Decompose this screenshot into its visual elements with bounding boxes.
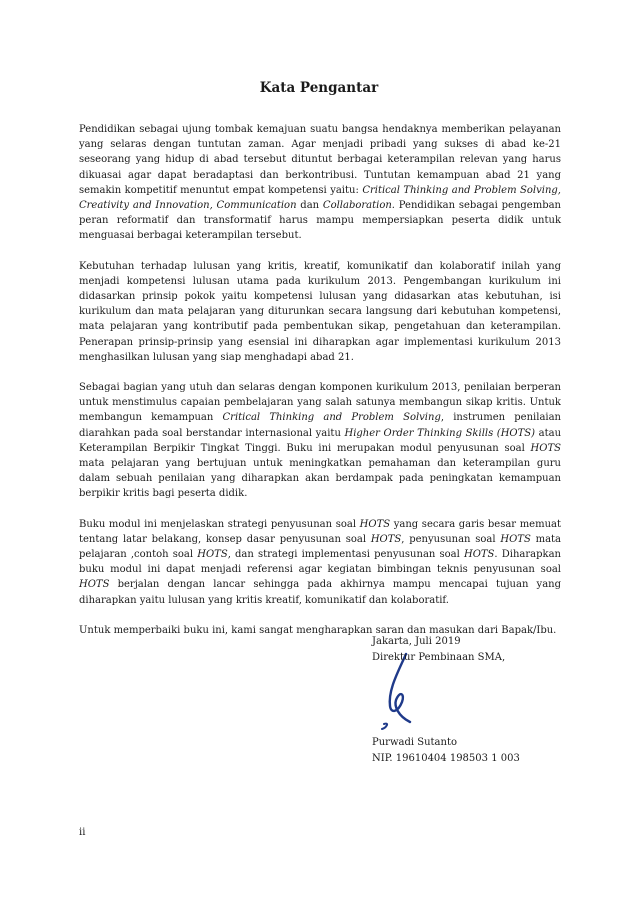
preface-body [79, 122, 561, 653]
text-run: Untuk memperbaiki buku ini, kami sangat mengharapkan saran dan masukan dari Bapak/Ibu. [79, 624, 557, 636]
italic-term: HOTS [463, 549, 495, 561]
italic-term: HOTS [370, 533, 402, 545]
signature-block [372, 634, 520, 766]
text-run: , penyusunan soal [401, 533, 501, 545]
text-run: Kebutuhan terhadap lulusan yang kritis, kreatif, komunikatif dan kolaboratif inilah yang menjadi kompetensi lulusan utama pada kurikulum 2013. Pengembangan kurikulum ini didasarkan prinsip pokok yaitu kompetensi lulusan yang didasarkan atas kebutuhan, isi kurikulum dan mata pelajaran yang diturunkan secara langsung dari kebutuhan kompetensi, mata pelajaran yang kontributif pada pembentukan sikap, pengetahuan dan keterampilan. Penerapan prinsip-prinsip yang esensial ini diharapkan agar implementasi kurikulum 2013 menghasilkan lulusan yang siap menghadapi abad 21. [79, 260, 561, 363]
text-run: atau Keterampilan Berpikir Tingkat Tinggi. Buku ini merupakan modul penyusunan soal [79, 427, 562, 454]
italic-term: Critical Thinking and Problem Solving, Creativity and Innovation, Communication [79, 184, 561, 212]
text-run: Buku modul ini menjelaskan strategi penyusunan soal [79, 518, 360, 530]
italic-term: HOTS [197, 549, 228, 561]
text-run: , dan strategi implementasi penyusunan soal [227, 549, 464, 561]
italic-term: HOTS [79, 579, 110, 591]
page-number: ii [79, 827, 86, 838]
paragraph [79, 259, 561, 365]
italic-term: Critical Thinking and Problem Solving [222, 412, 441, 424]
page-title: Kata Pengantar [259, 80, 379, 96]
text-run: yang secara garis besar memuat tentang latar belakang, konsep dasar penyusunan soal [79, 518, 562, 545]
place-date: Jakarta, Juli 2019 [372, 636, 461, 647]
text-run: berjalan dengan lancar sehingga pada akhirnya mampu mencapai tujuan yang diharapkan yaitu lulusan yang kritis kreatif, komunikatif dan kolaboratif. [79, 579, 561, 606]
text-run: . Pendidikan sebagai pengemban peran reformatif dan transformatif harus mampu mempersiapkan peserta didik untuk menguasai berbagai keterampilan tersebut. [79, 200, 561, 242]
italic-term: Higher Order Thinking Skills (HOTS) [344, 427, 536, 439]
text-run: . Diharapkan buku modul ini dapat menjadi referensi agar kegiatan bimbingan teknis penyusunan soal [79, 549, 561, 576]
text-run: mata pelajaran ,contoh soal [79, 533, 562, 561]
paragraph [79, 122, 561, 244]
paragraph [79, 517, 561, 608]
text-run: , instrumen penilaian diarahkan pada soal berstandar internasional yaitu [79, 412, 561, 439]
signatory-position: Direktur Pembinaan SMA, [372, 651, 506, 663]
italic-term: HOTS [500, 533, 531, 545]
paragraph [79, 380, 561, 502]
signatory-name: Purwadi Sutanto [372, 737, 457, 748]
italic-term: HOTS [359, 518, 391, 530]
signatory-nip: NIP. 19610404 198503 1 003 [372, 752, 520, 764]
text-run: mata pelajaran yang bertujuan untuk meningkatkan pemahaman dan keterampilan guru dalam sebuah penilaian yang diharapkan akan berdampak pada peningkatan kemampuan berpikir kritis bagi peserta didik. [79, 458, 561, 500]
italic-term: Collaboration [322, 200, 392, 212]
italic-term: HOTS [530, 442, 561, 454]
text-run: Sebagai bagian yang utuh dan selaras dengan komponen kurikulum 2013, penilaian berperan untuk menstimulus capaian pembelajaran yang salah satunya membangun sikap kritis. Untuk membangun kemampuan [79, 382, 561, 424]
text-run: dan [296, 200, 323, 212]
text-run: Pendidikan sebagai ujung tombak kemajuan suatu bangsa hendaknya memberikan pelayanan yang selaras dengan tuntutan zaman. Agar menjadi pribadi yang sukses di abad ke-21 seseorang yang hidup di abad tersebut dituntut berbagai keterampilan relevan yang harus dikuasai agar dapat beradaptasi dan berkontribusi. Tuntutan kemampuan abad 21 yang semakin kompetitif menuntut empat kompetensi yaitu: [79, 124, 561, 196]
